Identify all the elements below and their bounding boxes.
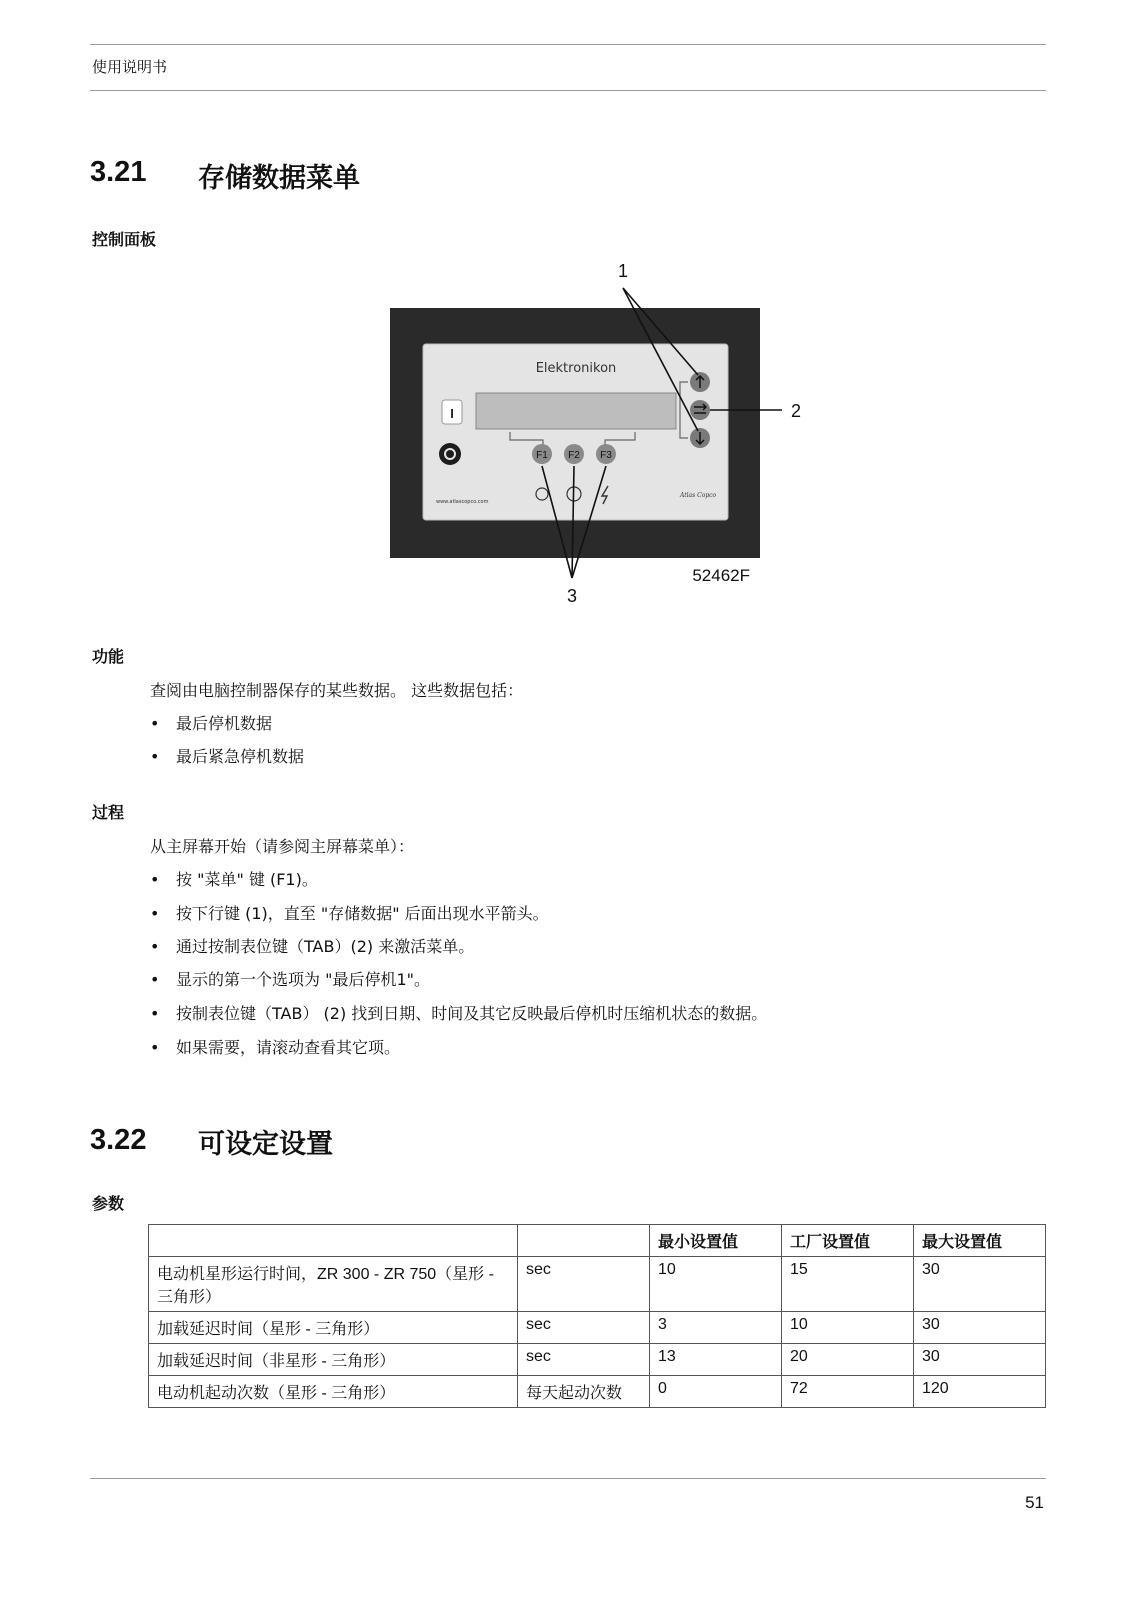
table-cell: sec xyxy=(518,1312,650,1344)
atlas-copco-logo: Atlas Copco xyxy=(680,492,717,499)
control-panel-drawing xyxy=(390,260,820,610)
control-panel-figure xyxy=(390,260,820,610)
f1-label: F1 xyxy=(536,450,548,461)
callout-2: 2 xyxy=(790,401,802,421)
column-header-min: 最小设置值 xyxy=(650,1225,782,1257)
website-text: www.atlascopco.com xyxy=(436,499,489,505)
table-header-row xyxy=(149,1225,1046,1257)
page-number: 51 xyxy=(1025,1493,1044,1512)
list-item: • 按 "菜单" 键 (F1)。 xyxy=(150,870,318,889)
list-item: • 按制表位键（TAB） (2) 找到日期、时间及其它反映最后停机时压缩机状态的数据。 xyxy=(150,1004,768,1023)
list-item: • 如果需要，请滚动查看其它项。 xyxy=(150,1038,401,1057)
running-title: 使用说明书 xyxy=(92,58,168,76)
table-cell: 3 xyxy=(650,1312,782,1344)
table-cell: sec xyxy=(518,1257,650,1312)
procedure-step-1: 按 "菜单" 键 (F1)。 xyxy=(176,870,318,889)
table-cell: sec xyxy=(518,1344,650,1376)
f3-label: F3 xyxy=(600,450,612,461)
parameters-table xyxy=(148,1224,1046,1408)
list-item: • 最后停机数据 xyxy=(150,714,273,733)
table-cell: 30 xyxy=(914,1312,1046,1344)
procedure-text: 从主屏幕开始（请参阅主屏幕菜单）： xyxy=(150,837,415,856)
table-cell: 加载延迟时间（非星形 - 三角形） xyxy=(149,1344,518,1376)
table-cell: 13 xyxy=(650,1344,782,1376)
list-item: • 按下行键 (1)，直至 "存储数据" 后面出现水平箭头。 xyxy=(150,904,549,923)
params-heading: 参数 xyxy=(92,1194,125,1213)
table-cell: 20 xyxy=(782,1344,914,1376)
procedure-heading: 过程 xyxy=(92,803,125,822)
figure-id: 52462F xyxy=(692,566,750,585)
header-top-rule xyxy=(90,44,1046,45)
start-symbol: I xyxy=(450,406,454,421)
list-item: • 最后紧急停机数据 xyxy=(150,747,305,766)
lcd-display xyxy=(476,393,676,429)
column-header xyxy=(149,1225,518,1257)
list-item: • 显示的第一个选项为 "最后停机1"。 xyxy=(150,970,430,989)
column-header-factory: 工厂设置值 xyxy=(782,1225,914,1257)
callout-3: 3 xyxy=(566,586,578,606)
function-text: 查阅由电脑控制器保存的某些数据。 这些数据包括： xyxy=(150,681,524,700)
table-row xyxy=(149,1376,1046,1408)
table-row xyxy=(149,1344,1046,1376)
section-title: 存储数据菜单 xyxy=(198,163,360,194)
table-cell: 每天起动次数 xyxy=(518,1376,650,1408)
procedure-step-5: 按制表位键（TAB） (2) 找到日期、时间及其它反映最后停机时压缩机状态的数据。 xyxy=(176,1004,768,1023)
table-cell: 加载延迟时间（星形 - 三角形） xyxy=(149,1312,518,1344)
procedure-step-4: 显示的第一个选项为 "最后停机1"。 xyxy=(176,970,430,989)
table-row xyxy=(149,1312,1046,1344)
procedure-step-3: 通过按制表位键（TAB）(2) 来激活菜单。 xyxy=(176,937,475,956)
table-cell: 电动机起动次数（星形 - 三角形） xyxy=(149,1376,518,1408)
section-number: 3.22 xyxy=(90,1124,147,1156)
stop-button xyxy=(439,443,461,465)
table-cell: 10 xyxy=(650,1257,782,1312)
table-cell: 15 xyxy=(782,1257,914,1312)
procedure-step-6: 如果需要，请滚动查看其它项。 xyxy=(176,1038,401,1057)
table-cell: 30 xyxy=(914,1344,1046,1376)
function-item-2: 最后紧急停机数据 xyxy=(176,747,305,766)
control-panel-heading: 控制面板 xyxy=(92,230,157,249)
brand-name: Elektronikon xyxy=(535,361,617,376)
f2-label: F2 xyxy=(568,450,580,461)
function-item-1: 最后停机数据 xyxy=(176,714,273,733)
section-title: 可设定设置 xyxy=(198,1129,333,1160)
footer-rule xyxy=(90,1478,1046,1479)
function-heading: 功能 xyxy=(92,647,125,666)
tab-key xyxy=(690,400,710,420)
table-row xyxy=(149,1257,1046,1312)
table-cell: 电动机星形运行时间，ZR 300 - ZR 750（星形 - 三角形） xyxy=(149,1257,518,1312)
table-cell: 72 xyxy=(782,1376,914,1408)
table-cell: 30 xyxy=(914,1257,1046,1312)
table-cell: 0 xyxy=(650,1376,782,1408)
section-number: 3.21 xyxy=(90,156,147,188)
procedure-step-2: 按下行键 (1)，直至 "存储数据" 后面出现水平箭头。 xyxy=(176,904,549,923)
column-header-max: 最大设置值 xyxy=(914,1225,1046,1257)
table-cell: 10 xyxy=(782,1312,914,1344)
callout-1: 1 xyxy=(617,261,629,281)
list-item: • 通过按制表位键（TAB）(2) 来激活菜单。 xyxy=(150,937,475,956)
header-bottom-rule xyxy=(90,90,1046,91)
column-header xyxy=(518,1225,650,1257)
table-cell: 120 xyxy=(914,1376,1046,1408)
